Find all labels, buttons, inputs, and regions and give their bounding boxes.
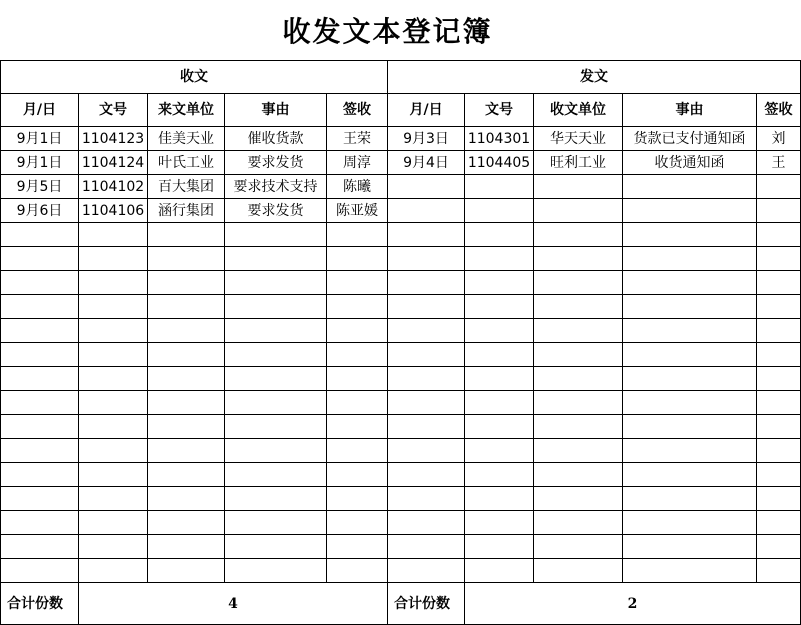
outgoing-cell[interactable] (757, 295, 801, 319)
outgoing-cell[interactable]: 9月4日 (388, 151, 465, 175)
outgoing-cell[interactable] (465, 367, 534, 391)
incoming-cell[interactable] (225, 223, 327, 247)
outgoing-cell[interactable] (623, 559, 757, 583)
incoming-cell[interactable]: 要求发货 (225, 151, 327, 175)
outgoing-cell[interactable] (623, 199, 757, 223)
incoming-cell[interactable]: 陈亚媛 (327, 199, 388, 223)
outgoing-cell[interactable] (623, 175, 757, 199)
incoming-cell[interactable] (1, 247, 79, 271)
incoming-cell[interactable] (79, 367, 148, 391)
outgoing-cell[interactable] (465, 247, 534, 271)
outgoing-cell[interactable]: 旺利工业 (534, 151, 623, 175)
incoming-cell[interactable] (79, 415, 148, 439)
outgoing-cell[interactable] (623, 223, 757, 247)
incoming-cell[interactable] (225, 559, 327, 583)
outgoing-cell[interactable] (757, 535, 801, 559)
table-row (1, 319, 801, 343)
incoming-cell[interactable]: 涵行集团 (148, 199, 225, 223)
outgoing-cell[interactable] (465, 463, 534, 487)
incoming-cell[interactable] (1, 391, 79, 415)
outgoing-cell[interactable] (465, 415, 534, 439)
incoming-cell[interactable] (148, 391, 225, 415)
outgoing-cell[interactable] (534, 199, 623, 223)
totals-row (1, 583, 801, 625)
outgoing-total-label: 合计份数 (388, 583, 465, 625)
incoming-cell[interactable] (225, 343, 327, 367)
outgoing-cell[interactable] (757, 391, 801, 415)
outgoing-cell[interactable] (388, 199, 465, 223)
incoming-cell[interactable]: 9月1日 (1, 127, 79, 151)
table-row (1, 247, 801, 271)
incoming-cell[interactable] (327, 535, 388, 559)
outgoing-total-count: 2 (465, 583, 801, 625)
outgoing-cell[interactable] (388, 247, 465, 271)
incoming-cell[interactable] (79, 295, 148, 319)
outgoing-cell[interactable] (623, 295, 757, 319)
outgoing-cell[interactable]: 1104405 (465, 151, 534, 175)
incoming-cell[interactable] (148, 247, 225, 271)
outgoing-cell[interactable] (465, 271, 534, 295)
outgoing-cell[interactable] (465, 439, 534, 463)
table-row (1, 175, 801, 199)
outgoing-cell[interactable] (534, 415, 623, 439)
outgoing-cell[interactable] (757, 319, 801, 343)
incoming-cell[interactable] (79, 439, 148, 463)
outgoing-cell[interactable] (623, 511, 757, 535)
incoming-cell[interactable]: 要求技术支持 (225, 175, 327, 199)
outgoing-cell[interactable] (388, 415, 465, 439)
incoming-cell[interactable] (148, 295, 225, 319)
incoming-cell[interactable] (225, 463, 327, 487)
table-row (1, 439, 801, 463)
incoming-cell[interactable] (225, 511, 327, 535)
incoming-cell[interactable] (327, 343, 388, 367)
incoming-cell[interactable] (327, 391, 388, 415)
incoming-cell[interactable] (79, 247, 148, 271)
outgoing-cell[interactable] (757, 511, 801, 535)
outgoing-cell[interactable] (465, 343, 534, 367)
incoming-cell[interactable] (79, 223, 148, 247)
incoming-cell[interactable] (79, 463, 148, 487)
incoming-cell[interactable] (327, 511, 388, 535)
outgoing-cell[interactable] (388, 487, 465, 511)
outgoing-cell[interactable] (623, 319, 757, 343)
incoming-cell[interactable] (79, 343, 148, 367)
outgoing-cell[interactable]: 刘 (757, 127, 801, 151)
incoming-cell[interactable] (1, 271, 79, 295)
incoming-cell[interactable] (79, 319, 148, 343)
incoming-cell[interactable] (148, 271, 225, 295)
outgoing-col-signed: 签收 (757, 94, 801, 127)
incoming-col-sender: 来文单位 (148, 94, 225, 127)
outgoing-cell[interactable] (388, 319, 465, 343)
incoming-cell[interactable] (148, 535, 225, 559)
incoming-cell[interactable] (148, 559, 225, 583)
outgoing-col-docno: 文号 (465, 94, 534, 127)
outgoing-cell[interactable] (757, 367, 801, 391)
table-row (1, 343, 801, 367)
incoming-cell[interactable]: 9月1日 (1, 151, 79, 175)
register-table (0, 60, 801, 625)
outgoing-cell[interactable] (388, 535, 465, 559)
outgoing-cell[interactable] (465, 559, 534, 583)
outgoing-cell[interactable] (757, 175, 801, 199)
incoming-cell[interactable] (225, 367, 327, 391)
outgoing-cell[interactable] (623, 271, 757, 295)
outgoing-cell[interactable] (465, 535, 534, 559)
incoming-cell[interactable] (327, 295, 388, 319)
incoming-cell[interactable] (225, 439, 327, 463)
incoming-cell[interactable] (327, 271, 388, 295)
incoming-cell[interactable]: 9月5日 (1, 175, 79, 199)
outgoing-cell[interactable] (757, 343, 801, 367)
outgoing-cell[interactable] (534, 175, 623, 199)
outgoing-cell[interactable] (623, 463, 757, 487)
incoming-cell[interactable] (148, 343, 225, 367)
table-row (1, 199, 801, 223)
incoming-cell[interactable] (327, 487, 388, 511)
table-row (1, 223, 801, 247)
outgoing-cell[interactable] (534, 367, 623, 391)
outgoing-cell[interactable] (534, 343, 623, 367)
outgoing-cell[interactable] (534, 319, 623, 343)
outgoing-cell[interactable]: 华天天业 (534, 127, 623, 151)
outgoing-cell[interactable] (757, 559, 801, 583)
outgoing-cell[interactable] (388, 511, 465, 535)
incoming-cell[interactable] (1, 415, 79, 439)
table-row (1, 367, 801, 391)
page-title: 收发文本登记簿 (282, 15, 493, 48)
outgoing-cell[interactable] (534, 535, 623, 559)
incoming-col-date: 月/日 (1, 94, 79, 127)
incoming-cell[interactable] (148, 319, 225, 343)
outgoing-cell[interactable] (623, 343, 757, 367)
outgoing-cell[interactable] (757, 223, 801, 247)
incoming-cell[interactable] (1, 511, 79, 535)
incoming-cell[interactable] (225, 415, 327, 439)
incoming-cell[interactable] (148, 367, 225, 391)
incoming-cell[interactable] (225, 271, 327, 295)
incoming-cell[interactable]: 9月6日 (1, 199, 79, 223)
incoming-cell[interactable] (79, 559, 148, 583)
incoming-cell[interactable] (225, 535, 327, 559)
outgoing-cell[interactable] (757, 247, 801, 271)
outgoing-cell[interactable] (534, 463, 623, 487)
outgoing-cell[interactable] (623, 439, 757, 463)
outgoing-cell[interactable] (534, 439, 623, 463)
incoming-cell[interactable] (1, 559, 79, 583)
incoming-cell[interactable] (1, 367, 79, 391)
incoming-cell[interactable] (79, 511, 148, 535)
table-row (1, 415, 801, 439)
incoming-cell[interactable] (327, 463, 388, 487)
outgoing-cell[interactable] (757, 439, 801, 463)
outgoing-cell[interactable] (465, 199, 534, 223)
incoming-cell[interactable] (1, 487, 79, 511)
outgoing-cell[interactable] (623, 487, 757, 511)
incoming-cell[interactable] (79, 271, 148, 295)
outgoing-cell[interactable]: 9月3日 (388, 127, 465, 151)
incoming-cell[interactable] (327, 415, 388, 439)
outgoing-cell[interactable] (534, 559, 623, 583)
outgoing-cell[interactable] (757, 487, 801, 511)
outgoing-col-date: 月/日 (388, 94, 465, 127)
incoming-cell[interactable] (225, 487, 327, 511)
outgoing-cell[interactable] (465, 295, 534, 319)
incoming-total-label: 合计份数 (1, 583, 79, 625)
incoming-cell[interactable] (1, 295, 79, 319)
incoming-cell[interactable]: 叶氏工业 (148, 151, 225, 175)
incoming-cell[interactable]: 佳美天业 (148, 127, 225, 151)
incoming-cell[interactable] (327, 247, 388, 271)
outgoing-cell[interactable] (388, 439, 465, 463)
incoming-cell[interactable]: 1104123 (79, 127, 148, 151)
table-row (1, 559, 801, 583)
outgoing-cell[interactable] (465, 511, 534, 535)
incoming-total-count: 4 (79, 583, 388, 625)
table-row (1, 487, 801, 511)
outgoing-cell[interactable]: 货款已支付通知函 (623, 127, 757, 151)
incoming-section-header: 收文 (1, 61, 388, 94)
outgoing-cell[interactable] (534, 295, 623, 319)
outgoing-cell[interactable] (534, 247, 623, 271)
outgoing-cell[interactable]: 1104301 (465, 127, 534, 151)
outgoing-col-recipient: 收文单位 (534, 94, 623, 127)
incoming-cell[interactable] (327, 223, 388, 247)
outgoing-cell[interactable] (388, 391, 465, 415)
table-row (1, 295, 801, 319)
outgoing-cell[interactable] (534, 223, 623, 247)
incoming-cell[interactable]: 催收货款 (225, 127, 327, 151)
outgoing-section-header: 发文 (388, 61, 801, 94)
outgoing-cell[interactable] (465, 223, 534, 247)
outgoing-cell[interactable] (465, 487, 534, 511)
outgoing-cell[interactable] (623, 391, 757, 415)
incoming-cell[interactable] (1, 439, 79, 463)
incoming-cell[interactable]: 百大集团 (148, 175, 225, 199)
outgoing-cell[interactable] (465, 175, 534, 199)
table-row (1, 511, 801, 535)
outgoing-cell[interactable] (757, 199, 801, 223)
outgoing-cell[interactable]: 王 (757, 151, 801, 175)
incoming-cell[interactable] (1, 223, 79, 247)
incoming-cell[interactable]: 1104124 (79, 151, 148, 175)
incoming-cell[interactable] (148, 511, 225, 535)
incoming-cell[interactable] (225, 247, 327, 271)
outgoing-cell[interactable] (623, 415, 757, 439)
outgoing-cell[interactable] (534, 271, 623, 295)
table-row (1, 151, 801, 175)
incoming-cell[interactable] (148, 487, 225, 511)
outgoing-cell[interactable] (757, 463, 801, 487)
outgoing-cell[interactable] (388, 343, 465, 367)
incoming-cell[interactable] (79, 487, 148, 511)
incoming-cell[interactable] (1, 319, 79, 343)
outgoing-cell[interactable] (388, 271, 465, 295)
outgoing-cell[interactable] (465, 391, 534, 415)
incoming-cell[interactable] (148, 463, 225, 487)
incoming-cell[interactable] (148, 415, 225, 439)
outgoing-cell[interactable]: 收货通知函 (623, 151, 757, 175)
incoming-cell[interactable] (148, 223, 225, 247)
incoming-cell[interactable] (79, 391, 148, 415)
outgoing-cell[interactable] (388, 295, 465, 319)
outgoing-cell[interactable] (388, 463, 465, 487)
outgoing-cell[interactable] (534, 487, 623, 511)
outgoing-cell[interactable] (757, 271, 801, 295)
table-row (1, 391, 801, 415)
incoming-cell[interactable]: 要求发货 (225, 199, 327, 223)
table-row (1, 271, 801, 295)
outgoing-cell[interactable] (757, 415, 801, 439)
table-row (1, 535, 801, 559)
outgoing-cell[interactable] (388, 223, 465, 247)
incoming-cell[interactable]: 陈曦 (327, 175, 388, 199)
outgoing-cell[interactable] (623, 247, 757, 271)
incoming-cell[interactable] (327, 559, 388, 583)
outgoing-cell[interactable] (534, 511, 623, 535)
outgoing-col-subject: 事由 (623, 94, 757, 127)
incoming-cell[interactable] (79, 535, 148, 559)
table-row (1, 127, 801, 151)
incoming-col-docno: 文号 (79, 94, 148, 127)
table-row (1, 463, 801, 487)
incoming-col-subject: 事由 (225, 94, 327, 127)
incoming-cell[interactable] (1, 535, 79, 559)
incoming-col-signed: 签收 (327, 94, 388, 127)
incoming-cell[interactable] (148, 439, 225, 463)
incoming-cell[interactable] (327, 439, 388, 463)
outgoing-cell[interactable] (534, 391, 623, 415)
incoming-cell[interactable] (327, 367, 388, 391)
incoming-cell[interactable]: 1104106 (79, 199, 148, 223)
incoming-cell[interactable] (327, 319, 388, 343)
incoming-cell[interactable]: 1104102 (79, 175, 148, 199)
incoming-cell[interactable] (225, 319, 327, 343)
outgoing-cell[interactable] (465, 319, 534, 343)
outgoing-cell[interactable] (623, 367, 757, 391)
incoming-cell[interactable] (225, 391, 327, 415)
incoming-cell[interactable] (1, 463, 79, 487)
incoming-cell[interactable] (225, 295, 327, 319)
outgoing-cell[interactable] (623, 535, 757, 559)
incoming-cell[interactable]: 王荣 (327, 127, 388, 151)
incoming-cell[interactable] (1, 343, 79, 367)
outgoing-cell[interactable] (388, 175, 465, 199)
outgoing-cell[interactable] (388, 559, 465, 583)
outgoing-cell[interactable] (388, 367, 465, 391)
incoming-cell[interactable]: 周淳 (327, 151, 388, 175)
